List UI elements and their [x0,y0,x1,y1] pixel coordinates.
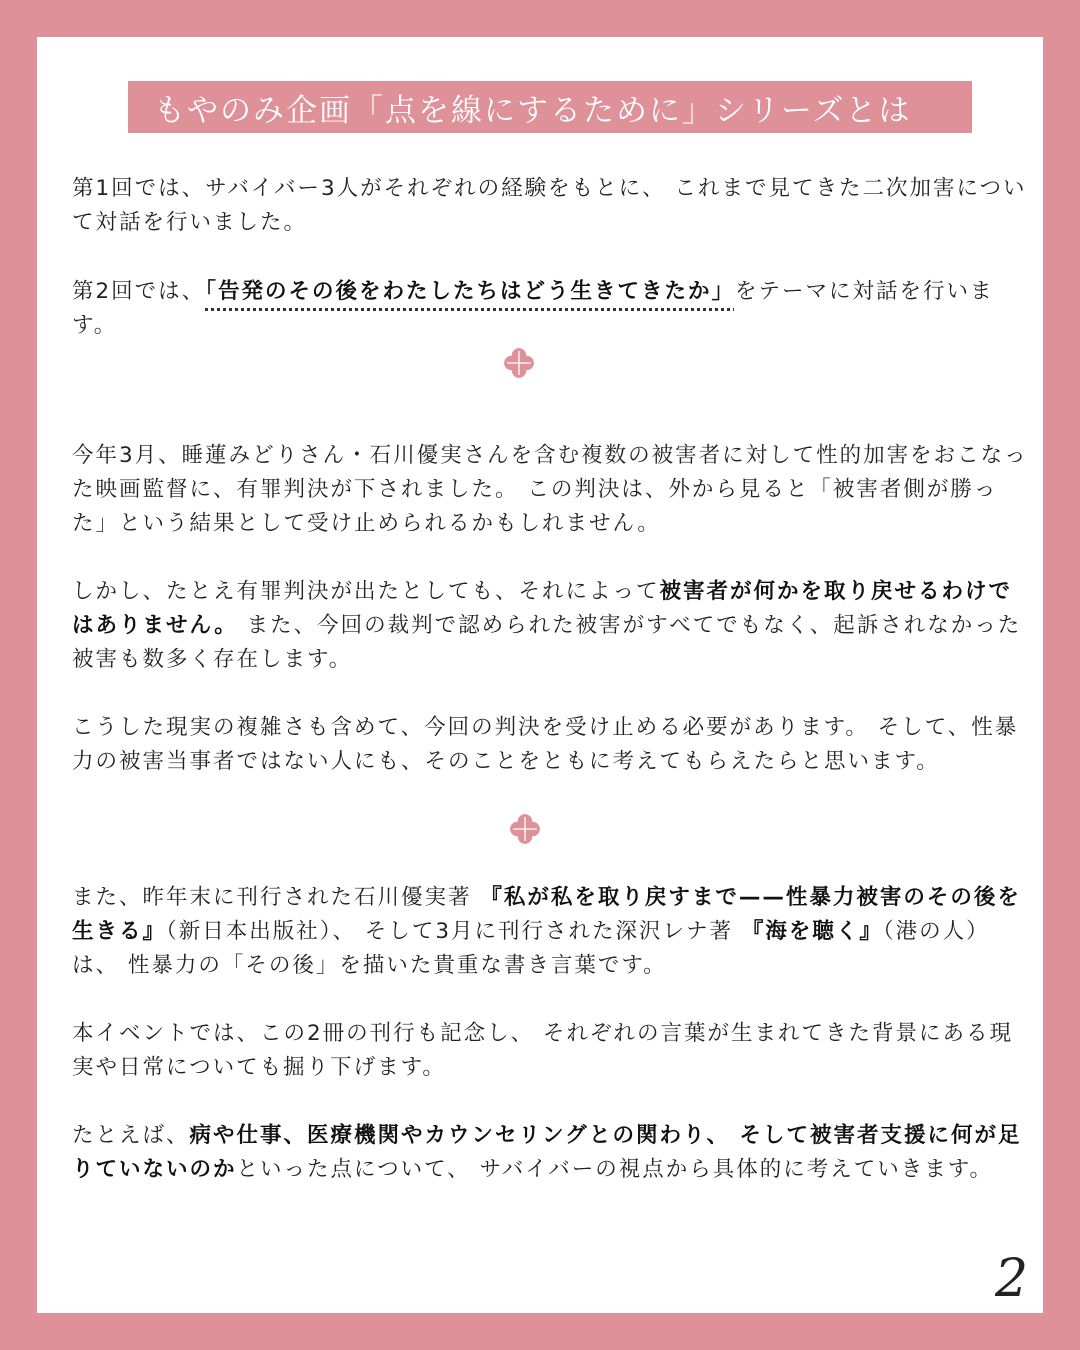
text-span: をテーマに対話を行います。 [72,279,994,338]
text-span: （港の人）は、 性暴力の「その後」を描いた貴重な書き言葉です。 [72,919,990,978]
text-span: といった点について、 サバイバーの視点から具体的に考えていきます。 [236,1157,994,1182]
bold-phrase: 病や仕事、医療機関やカウンセリングとの関わり、 そして被害者支援に何が足りていないのか [72,1123,1022,1182]
paragraph-first-session: 第1回では、サバイバー3人がそれぞれの経験をもとに、 これまで見てきた二次加害について対話を行いました。 [72,176,1027,235]
title-banner [128,81,972,133]
clover-icon [502,346,536,380]
paragraph-event: 本イベントでは、この2冊の刊行も記念し、 それぞれの言葉が生まれてきた背景にある現実や日常についても掘り下げます。 [72,1021,1014,1080]
book-title-fukasawa: 『海を聴く』 [741,919,883,944]
text-span: （新日本出版社）、 そして3月に刊行された深沢レナ著 [166,919,742,944]
paragraph-reality: こうした現実の複雑さも含めて、今回の判決を受け止める必要があります。 そして、性暴力の被害当事者ではない人にも、そのことをともに考えてもらえたらと思います。 [72,715,1019,774]
book-title-ishikawa: 『私が私を取り戻すまで——性暴力被害のその後を生きる』 [72,885,1021,944]
paragraph-however [72,575,1032,677]
paragraph-books [72,881,1032,983]
text-span: 第2回では、 [72,279,206,304]
paragraph-verdict: 今年3月、睡蓮みどりさん・石川優実さんを含む複数の被害者に対して性的加害をおこなった映画監督に、有罪判決が下されました。 この判決は、外から見ると「被害者側が勝った」という結果として受け止められるかもしれません。 [72,443,1028,536]
bold-phrase: 被害者が何かを取り戻せるわけではありません。 [72,579,1013,638]
text-span: また、今回の裁判で認められた被害がすべてでもなく、起訴されなかった被害も数多く存在します。 [72,613,1022,672]
paragraph-second-session [72,275,1032,343]
page-title: もやのみ企画「点を線にするために」シリーズとは [154,92,912,129]
theme-highlight: 「告発のその後をわたしたちはどう生きてきたか」 [205,279,735,304]
text-span: また、昨年末に刊行された石川優実著 [72,885,481,910]
paragraph-examples [72,1119,1032,1187]
page-number: 2 [995,1249,1029,1309]
clover-icon [508,812,542,846]
text-span: しかし、たとえ有罪判決が出たとしても、それによって [72,579,660,604]
text-span: たとえば、 [72,1123,190,1148]
content-card [37,37,1043,1313]
